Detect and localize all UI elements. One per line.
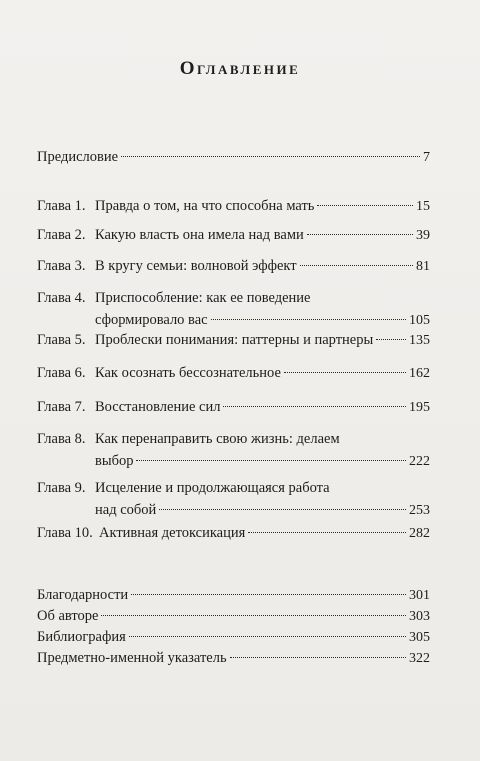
toc-entry-chapter-9 (37, 477, 430, 522)
chapter-title-line-1: Как перенаправить свою жизнь: делаем (95, 431, 340, 447)
toc-page-number: 39 (416, 228, 430, 243)
toc-page-number: 195 (409, 400, 430, 415)
toc-entry-chapter-7 (37, 396, 430, 419)
chapter-number: Глава 8. (37, 431, 86, 447)
dot-leader (317, 205, 413, 206)
chapter-number: Глава 5. (37, 332, 86, 348)
chapter-title: Проблески понимания: паттерны и партнеры (95, 332, 374, 348)
toc-entry-chapter-1 (37, 195, 430, 218)
dot-leader (223, 406, 406, 407)
chapter-number: Глава 4. (37, 290, 86, 306)
dot-leader (248, 532, 406, 533)
chapter-number: Глава 3. (37, 258, 86, 274)
page-title: Оглавление (179, 58, 301, 79)
chapter-title: Какую власть она имела над вами (95, 227, 304, 243)
chapter-title: Активная детоксикация (99, 525, 246, 541)
dot-leader (159, 509, 406, 510)
toc-page-number: 105 (409, 313, 430, 328)
dot-leader (131, 594, 406, 595)
toc-entry-chapter-10 (37, 522, 430, 545)
toc-entry-label: Об авторе (37, 608, 99, 624)
chapter-title-line-1: Исцеление и продолжающаяся работа (95, 480, 330, 496)
chapter-number: Глава 1. (37, 198, 86, 214)
toc-entry-chapter-8 (37, 428, 430, 473)
chapter-title-line-1: Приспособление: как ее поведение (95, 290, 311, 306)
toc-entry-chapter-4 (37, 287, 430, 332)
toc-page-number: 322 (409, 651, 430, 666)
toc-entry-chapter-5 (37, 329, 430, 352)
dot-leader (101, 615, 406, 616)
chapter-title-line-2: сформировало вас (95, 312, 208, 328)
chapter-number: Глава 10. (37, 525, 93, 541)
toc-entry-label: Библиография (37, 629, 126, 645)
dot-leader (230, 657, 406, 658)
toc-page-number: 81 (416, 259, 430, 274)
toc-page-number: 222 (409, 454, 430, 469)
toc-entry-bibliography (37, 626, 430, 649)
dot-leader (121, 156, 420, 157)
chapter-title-line-2: над собой (95, 502, 157, 518)
dot-leader (300, 265, 413, 266)
dot-leader (136, 460, 406, 461)
toc-page-number: 282 (409, 526, 430, 541)
toc-page-number: 305 (409, 630, 430, 645)
chapter-title: В кругу семьи: волновой эффект (95, 258, 297, 274)
toc-page-number: 135 (409, 333, 430, 348)
toc-entry-label: Благодарности (37, 587, 129, 603)
dot-leader (307, 234, 413, 235)
toc-page-number: 301 (409, 588, 430, 603)
toc-entry-label: Предисловие (37, 149, 119, 165)
chapter-number: Глава 9. (37, 480, 86, 496)
dot-leader (211, 319, 406, 320)
toc-entry-preface (37, 146, 430, 169)
dot-leader (376, 339, 406, 340)
toc-page-number: 7 (423, 150, 430, 165)
toc-entry-chapter-2 (37, 224, 430, 247)
toc-entry-index (37, 647, 430, 670)
chapter-number: Глава 7. (37, 399, 86, 415)
toc-entry-about-author (37, 605, 430, 628)
chapter-number: Глава 2. (37, 227, 86, 243)
toc-entry-chapter-3 (37, 255, 430, 278)
chapter-number: Глава 6. (37, 365, 86, 381)
toc-entry-chapter-6 (37, 362, 430, 385)
chapter-title: Восстановление сил (95, 399, 221, 415)
chapter-title-line-2: выбор (95, 453, 134, 469)
toc-page-number: 253 (409, 503, 430, 518)
toc-page-number: 15 (416, 199, 430, 214)
toc-entry-label: Предметно-именной указатель (37, 650, 227, 666)
toc-entry-acknowledgements (37, 584, 430, 607)
chapter-title: Правда о том, на что способна мать (95, 198, 315, 214)
dot-leader (284, 372, 406, 373)
toc-page-number: 303 (409, 609, 430, 624)
chapter-title: Как осознать бессознательное (95, 365, 281, 381)
toc-page-number: 162 (409, 366, 430, 381)
dot-leader (129, 636, 406, 637)
